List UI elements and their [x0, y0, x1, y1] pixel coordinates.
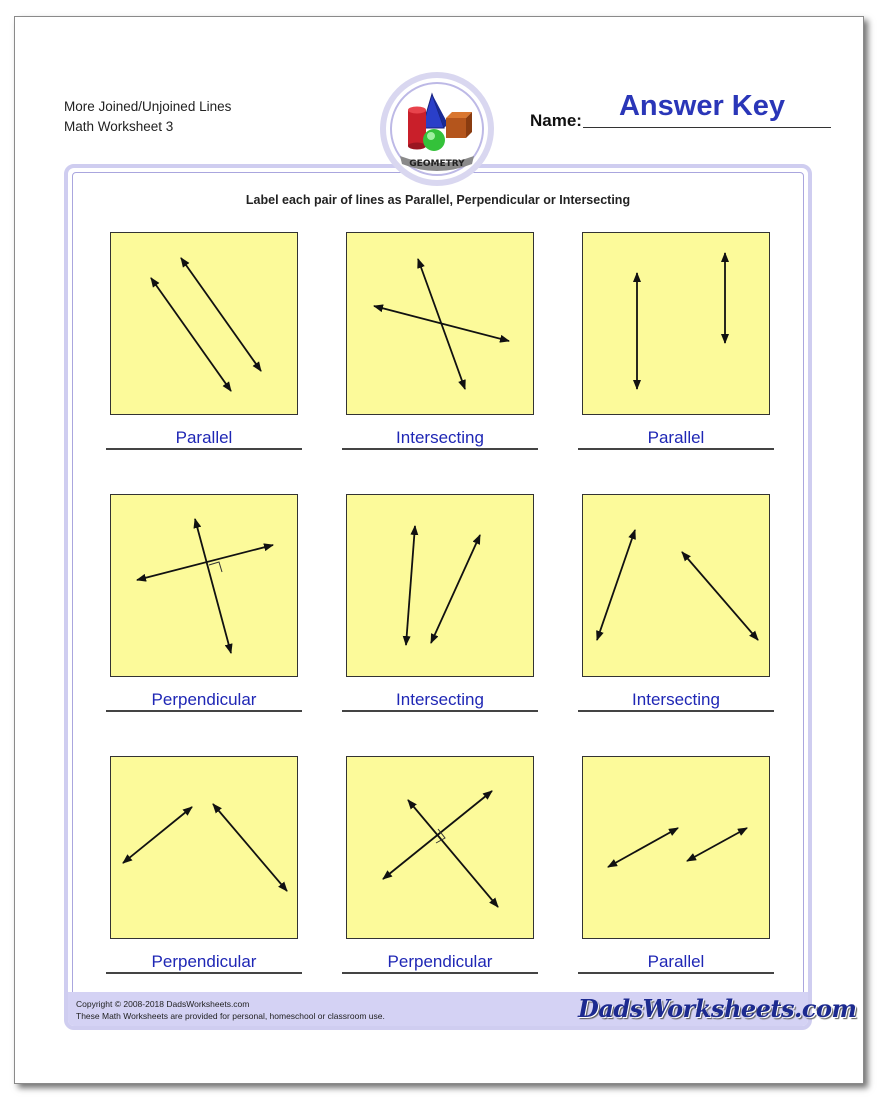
- logo-text: GEOMETRY: [409, 159, 465, 169]
- line-b: [408, 800, 498, 907]
- line-a: [123, 807, 192, 863]
- problem-5-panel: [346, 494, 534, 677]
- problem-3-panel: [582, 232, 770, 415]
- line-b: [137, 545, 273, 580]
- answer-key-heading: Answer Key: [618, 90, 785, 122]
- answer-line-1: [106, 448, 302, 450]
- geometry-logo: [380, 72, 494, 186]
- answer-3: Parallel: [647, 428, 705, 447]
- geometry-shapes-icon: [386, 78, 488, 180]
- answer-line-9: [578, 972, 774, 974]
- problem-6-panel: [582, 494, 770, 677]
- problem-8-panel: [346, 756, 534, 939]
- answer-8: Perpendicular: [387, 952, 493, 971]
- line-a: [195, 519, 231, 653]
- answer-4: Perpendicular: [151, 690, 257, 709]
- line-a: [406, 526, 415, 645]
- line-b: [682, 552, 758, 640]
- copyright-text: Copyright © 2008-2018 DadsWorksheets.com: [76, 999, 250, 1009]
- answer-6: Intersecting: [632, 690, 720, 709]
- line-b: [431, 535, 480, 643]
- answer-9: Parallel: [647, 952, 705, 971]
- line-a: [151, 278, 231, 391]
- answer-line-2: [342, 448, 538, 450]
- answer-line-6: [578, 710, 774, 712]
- title-line-2: Math Worksheet 3: [64, 119, 174, 134]
- dadsworksheets-logo[interactable]: DadsWorksheets.com: [578, 994, 857, 1023]
- answer-line-5: [342, 710, 538, 712]
- line-a: [608, 828, 678, 867]
- problem-7-panel: [110, 756, 298, 939]
- answer-2: Intersecting: [396, 428, 484, 447]
- right-angle-mark: [209, 562, 222, 572]
- answer-1: Parallel: [175, 428, 233, 447]
- answer-line-8: [342, 972, 538, 974]
- worksheet-title: [64, 97, 231, 137]
- problem-1-panel: [110, 232, 298, 415]
- answer-5: Intersecting: [396, 690, 484, 709]
- answer-line-7: [106, 972, 302, 974]
- answer-7: Perpendicular: [151, 952, 257, 971]
- answer-line-4: [106, 710, 302, 712]
- problem-9-panel: [582, 756, 770, 939]
- line-a: [597, 530, 635, 640]
- problem-4-panel: [110, 494, 298, 677]
- line-b: [213, 804, 287, 891]
- usage-notice: These Math Worksheets are provided for personal, homeschool or classroom use.: [76, 1011, 385, 1021]
- line-b: [687, 828, 747, 861]
- name-label: Name:: [530, 111, 582, 130]
- instructions: Label each pair of lines as Parallel, Perpendicular or Intersecting: [245, 193, 631, 207]
- answer-line-3: [578, 448, 774, 450]
- footer-copyright: [76, 998, 385, 1022]
- title-line-1: More Joined/Unjoined Lines: [64, 99, 232, 114]
- problem-2-panel: [346, 232, 534, 415]
- line-b: [374, 306, 509, 341]
- line-b: [181, 258, 261, 371]
- name-line: [583, 127, 831, 128]
